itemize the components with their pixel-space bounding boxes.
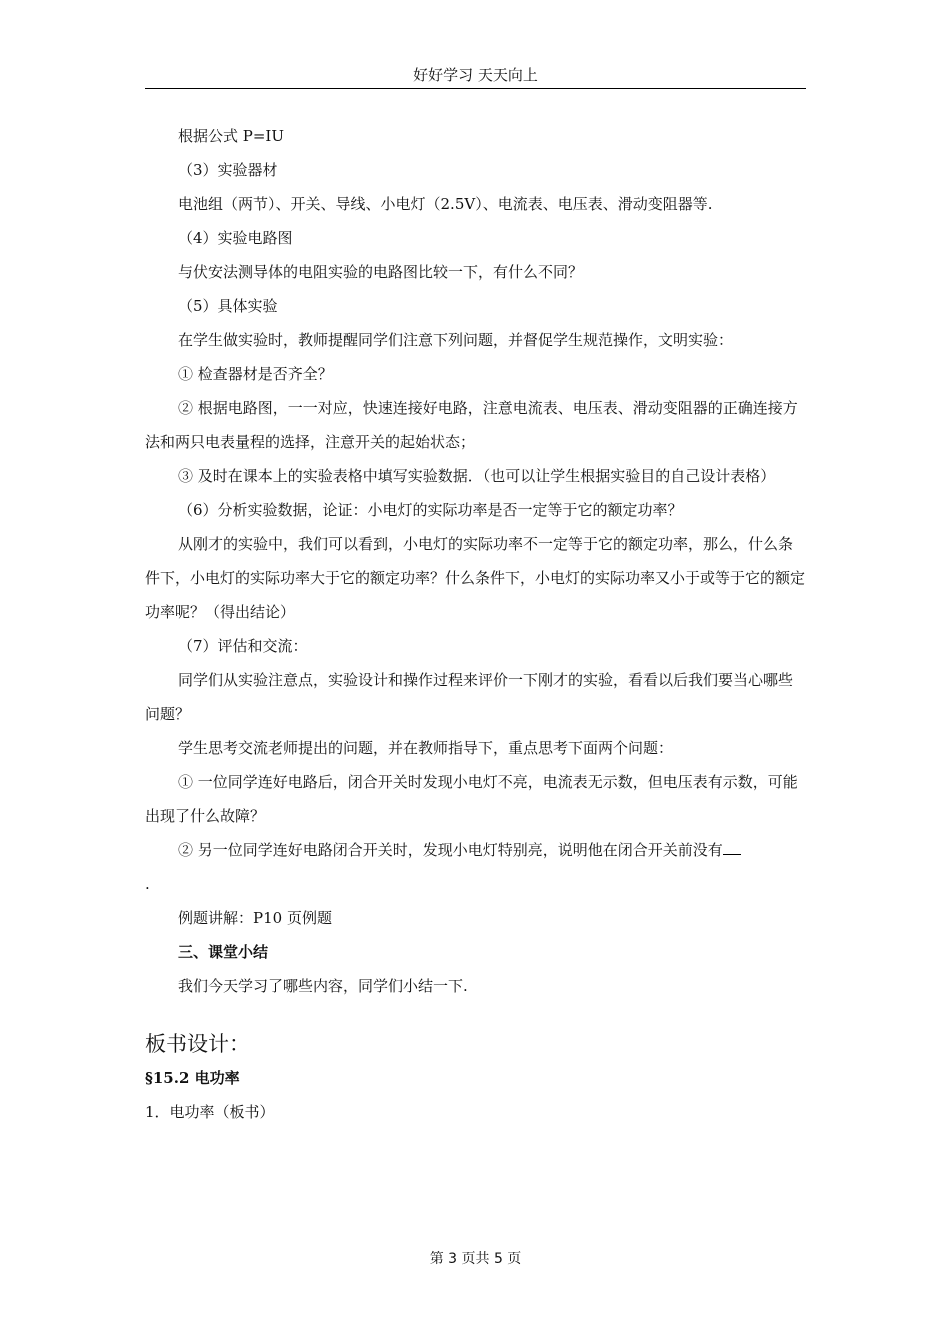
section-3-heading: （3）实验器材 xyxy=(178,161,278,179)
formula-line: 根据公式 P=IU xyxy=(178,127,284,145)
step-item-3: ③ 及时在课本上的实验表格中填写实验数据．（也可以让学生根据实验目的自己设计表格） xyxy=(178,467,776,485)
document-body xyxy=(145,119,806,1129)
section-4-heading: （4）实验电路图 xyxy=(178,229,293,247)
board-item-1: 1．电功率（板书） xyxy=(145,1103,275,1121)
compare-line: 与伏安法测导体的电阻实验的电路图比较一下，有什么不同？ xyxy=(178,263,584,281)
analysis-paragraph: 从刚才的实验中，我们可以看到，小电灯的实际功率不一定等于它的额定功率，那么，什么条件下，小电灯的实际功率大于它的额定功率？什么条件下，小电灯的实际功率又小于或等于它的额定功率呢？（得出结论） xyxy=(145,535,806,621)
section-7-heading: （7）评估和交流： xyxy=(178,637,308,655)
summary-line: 我们今天学习了哪些内容，同学们小结一下. xyxy=(178,977,468,995)
page-header: 好好学习 天天向上 xyxy=(413,66,538,84)
answer-blank xyxy=(723,840,741,855)
summary-heading: 三、课堂小结 xyxy=(178,943,269,961)
remind-line: 在学生做实验时，教师提醒同学们注意下列问题，并督促学生规范操作，文明实验： xyxy=(178,331,734,349)
example-line: 例题讲解：P10 页例题 xyxy=(178,909,332,927)
page-footer: 第 3 页共 5 页 xyxy=(429,1251,522,1267)
discuss-line: 学生思考交流老师提出的问题，并在教师指导下，重点思考下面两个问题： xyxy=(178,739,674,757)
section-5-heading: （5）具体实验 xyxy=(178,297,278,315)
step-item-2: ② 根据电路图，一一对应，快速连接好电路，注意电流表、电压表、滑动变阻器的正确连接方法和两只电表量程的选择，注意开关的起始状态； xyxy=(145,399,798,451)
board-design-heading: 板书设计： xyxy=(145,1032,250,1056)
question-2 xyxy=(145,833,806,867)
evaluate-paragraph: 同学们从实验注意点，实验设计和操作过程来评价一下刚才的实验，看看以后我们要当心哪些问题？ xyxy=(145,671,794,723)
header-rule xyxy=(145,88,806,89)
step-item-1: ① 检查器材是否齐全？ xyxy=(178,365,333,383)
question-2-text: ② 另一位同学连好电路闭合开关时，发现小电灯特别亮，说明他在闭合开关前没有 xyxy=(178,841,723,859)
lesson-title: §15.2 电功率 xyxy=(145,1069,240,1087)
question-1: ① 一位同学连好电路后，闭合开关时发现小电灯不亮，电流表无示数，但电压表有示数，可能出现了什么故障？ xyxy=(145,773,798,825)
section-6-heading: （6）分析实验数据，论证：小电灯的实际功率是否一定等于它的额定功率？ xyxy=(178,501,683,519)
equipment-line: 电池组（两节）、开关、导线、小电灯（2.5V）、电流表、电压表、滑动变阻器等. xyxy=(178,195,713,213)
question-2-end: . xyxy=(145,875,150,893)
